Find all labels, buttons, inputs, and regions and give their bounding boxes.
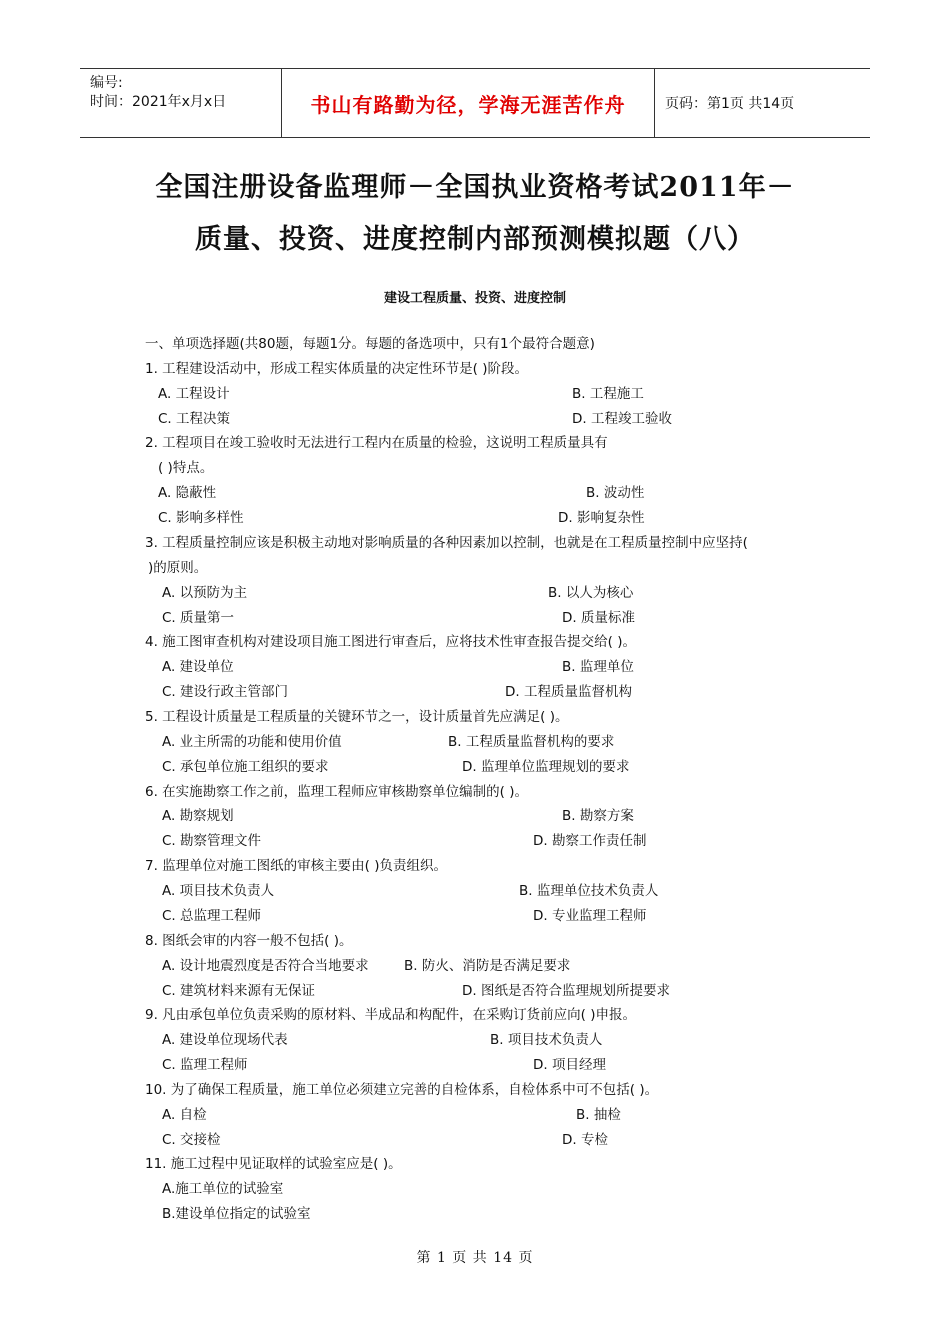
option-d: D. 工程竣工验收 [572,411,672,427]
option-b: B. 工程质量监督机构的要求 [448,734,615,750]
option-a: A. 勘察规划 [162,808,234,824]
option-a: A. 项目技术负责人 [162,883,275,899]
option-c: C. 建筑材料来源有无保证 [162,983,316,999]
option-a: A. 工程设计 [158,386,230,402]
question-stem-continued: ( )特点。 [158,460,214,476]
header-motto: 书山有路勤为径，学海无涯苦作舟 [281,69,655,137]
question-stem: 2. 工程项目在竣工验收时无法进行工程内在质量的检验，这说明工程质量具有 [145,435,608,451]
option-d: D. 工程质量监督机构 [505,684,632,700]
option-c: C. 承包单位施工组织的要求 [162,759,329,775]
question-stem-continued: )的原则。 [148,560,208,576]
document-subtitle: 建设工程质量、投资、进度控制 [383,291,566,306]
option-b: B. 以人为核心 [548,585,634,601]
option-a: A. 业主所需的功能和使用价值 [162,734,342,750]
option-b: B. 监理单位技术负责人 [519,883,659,899]
option-d: D. 监理单位监理规划的要求 [462,759,630,775]
option-a: A. 建设单位现场代表 [162,1032,288,1048]
option-b: B. 工程施工 [572,386,644,402]
section-heading: 一、单项选择题(共80题，每题1分。每题的备选项中，只有1个最符合题意) [145,336,595,352]
question-stem: 8. 图纸会审的内容一般不包括( )。 [145,933,353,949]
question-stem: 1. 工程建设活动中，形成工程实体质量的决定性环节是( )阶段。 [145,361,528,377]
document-title-line1: 全国注册设备监理师－全国执业资格考试2011年－ [155,172,795,203]
option-a: A. 以预防为主 [162,585,248,601]
option-b: B. 防火、消防是否满足要求 [404,958,571,974]
option-d: D. 专业监理工程师 [533,908,647,924]
option-a: A. 自检 [162,1107,207,1123]
option-a: A. 建设单位 [162,659,234,675]
question-stem: 10. 为了确保工程质量，施工单位必须建立完善的自检体系，自检体系中可不包括( )。 [145,1082,659,1098]
option-d: D. 图纸是否符合监理规划所提要求 [462,983,670,999]
option-b: B.建设单位指定的试验室 [162,1206,311,1222]
option-b: B. 勘察方案 [562,808,634,824]
option-d: D. 勘察工作责任制 [533,833,647,849]
question-stem: 9. 凡由承包单位负责采购的原材料、半成品和构配件，在采购订货前应向( )申报。 [145,1007,636,1023]
option-c: C. 监理工程师 [162,1057,248,1073]
option-c: C. 建设行政主管部门 [162,684,289,700]
page-header [80,68,870,138]
option-c: C. 总监理工程师 [162,908,262,924]
option-c: C. 勘察管理文件 [162,833,262,849]
date-label: 时间：2021年x月x日 [90,94,227,110]
option-a: A.施工单位的试验室 [162,1181,284,1197]
question-stem: 5. 工程设计质量是工程质量的关键环节之一，设计质量首先应满足( )。 [145,709,569,725]
option-d: D. 质量标准 [562,610,635,626]
option-c: C. 影响多样性 [158,510,244,526]
question-stem: 6. 在实施勘察工作之前，监理工程师应审核勘察单位编制的( )。 [145,784,528,800]
option-a: A. 设计地震烈度是否符合当地要求 [162,958,369,974]
option-c: C. 交接检 [162,1132,221,1148]
option-d: D. 影响复杂性 [558,510,645,526]
option-b: B. 项目技术负责人 [490,1032,603,1048]
option-a: A. 隐蔽性 [158,485,217,501]
option-c: C. 质量第一 [162,610,235,626]
option-b: B. 监理单位 [562,659,634,675]
option-d: D. 项目经理 [533,1057,606,1073]
header-page-label: 页码：第1页 共14页 [665,96,795,112]
question-stem: 4. 施工图审查机构对建设项目施工图进行审查后，应将技术性审查报告提交给( )。 [145,634,636,650]
option-c: C. 工程决策 [158,411,231,427]
option-b: B. 抽检 [576,1107,621,1123]
option-b: B. 波动性 [586,485,645,501]
question-stem: 7. 监理单位对施工图纸的审核主要由( )负责组织。 [145,858,447,874]
header-meta [80,69,281,137]
serial-label: 编号: [90,75,123,91]
question-stem: 3. 工程质量控制应该是积极主动地对影响质量的各种因素加以控制，也就是在工程质量控制中应坚持( [145,535,748,551]
question-stem: 11. 施工过程中见证取样的试验室应是( )。 [145,1156,402,1172]
document-title-line2: 质量、投资、进度控制内部预测模拟题（八） [195,224,755,255]
page-footer: 第 1 页 共 14 页 [416,1250,534,1266]
option-d: D. 专检 [562,1132,608,1148]
